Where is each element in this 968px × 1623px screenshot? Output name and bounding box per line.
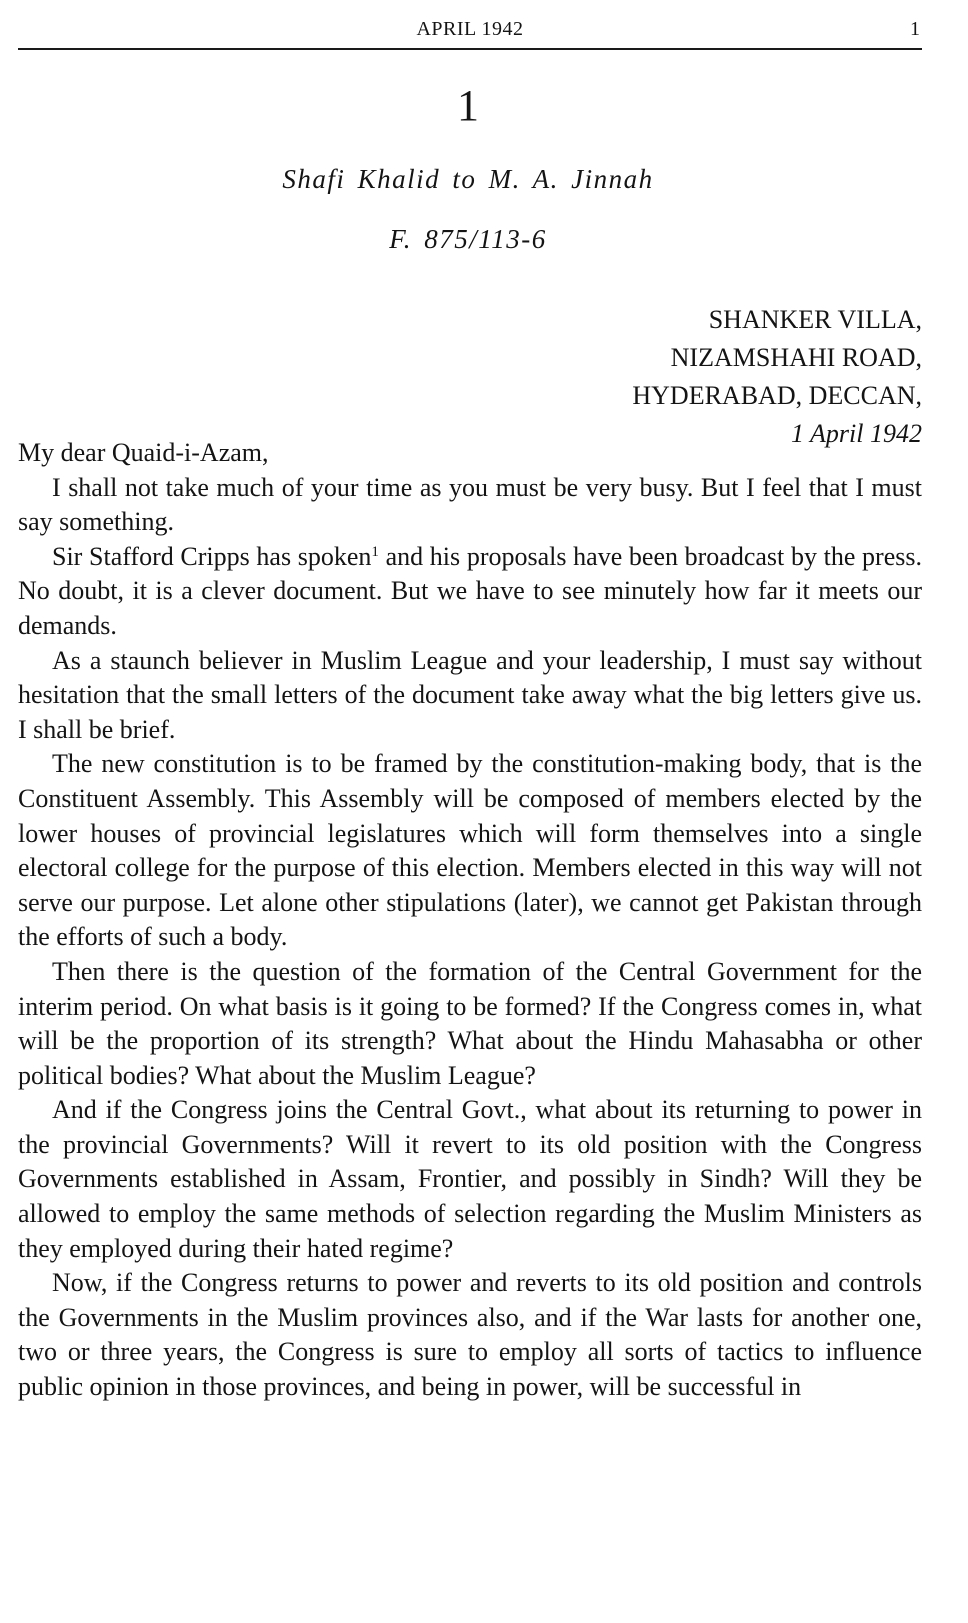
document-title: Shafi Khalid to M. A. Jinnah: [282, 164, 654, 194]
paragraph: Now, if the Congress returns to power and reverts to its old position and controls the Governments in the Muslim provinces also, and if the War lasts for another one, two or three years, the Congress is sure to employ all sorts of tactics to influence public opinion in those provinces, and being in power, will be successful in: [18, 1268, 922, 1402]
paragraph: [18, 540, 922, 644]
letter-body: [18, 436, 922, 1405]
footnote-marker: 1: [371, 543, 379, 560]
paragraph: I shall not take much of your time as you must be very busy. But I feel that I must say something.: [18, 472, 922, 537]
address-line: SHANKER VILLA,: [708, 305, 922, 334]
paragraph: Then there is the question of the formation of the Central Government for the interim period. On what basis is it going to be formed? If the Congress comes in, what will be the proportion of its strength? What about the Hindu Mahasabha or other political bodies? What about the Muslim League?: [18, 956, 922, 1090]
paragraph: As a staunch believer in Muslim League and your leadership, I must say without hesitation that the small letters of the document take away what the big letters give us. I shall be brief.: [18, 645, 922, 744]
salutation: My dear Quaid-i-Azam,: [18, 438, 269, 467]
paragraph: And if the Congress joins the Central Govt., what about its returning to power in the provincial Governments? Will it revert to its old position with the Congress Governments established in Assam, Frontier, and possibly in Sindh? Will they be allowed to employ the same methods of selection regarding the Muslim Ministers as they employed during their hated regime?: [18, 1095, 922, 1263]
paragraph-text: and his proposals have been broadcast by the press. No doubt, it is a clever document. But we have to see minutely how far it meets our demands.: [18, 541, 922, 640]
paragraph-text: Sir Stafford Cripps has spoken: [52, 541, 372, 571]
running-title: APRIL 1942: [416, 18, 524, 40]
document-number: 1: [457, 81, 479, 130]
running-header: [18, 14, 922, 50]
address-line: HYDERABAD, DECCAN,: [632, 381, 922, 410]
letter-date: 1 April 1942: [791, 419, 922, 448]
address-line: NIZAMSHAHI ROAD,: [670, 343, 922, 372]
sender-address: [632, 301, 922, 453]
paragraph: The new constitution is to be framed by the constitution-making body, that is the Constituent Assembly. This Assembly will be composed of members elected by the lower houses of provincial legislatures which will form themselves into a single electoral college for the purpose of this election. Members elected in this way will not serve our purpose. Let alone other stipulations (later), we cannot get Pakistan through the efforts of such a body.: [18, 749, 922, 952]
page-number: 1: [910, 18, 920, 40]
document-reference: F. 875/113-6: [389, 224, 547, 254]
